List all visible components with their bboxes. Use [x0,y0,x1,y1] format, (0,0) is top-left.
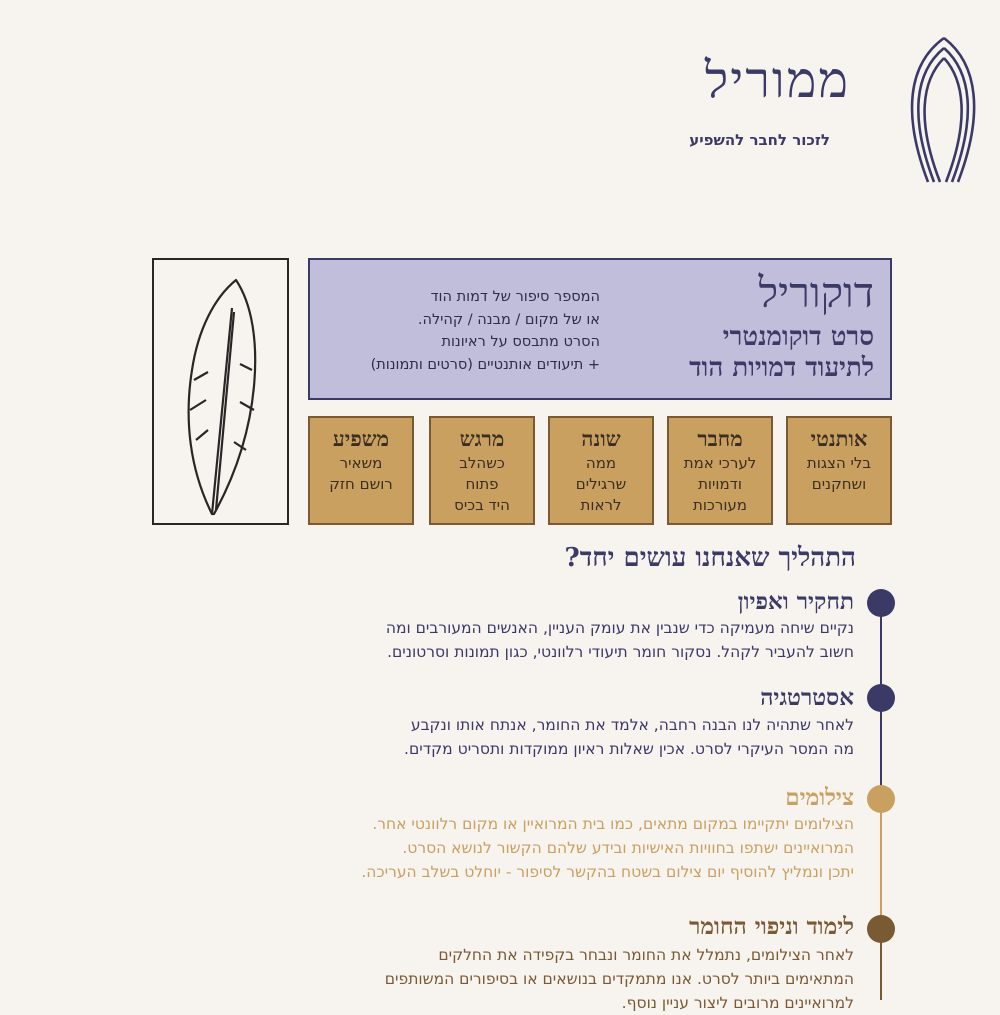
panel-title: דוקוריל [758,268,874,317]
feature-card-authentic [786,416,892,525]
step-line: המתאימים ביותר לסרט. אנו מתמקדים בנושאים או בסיפורים המשותפים [384,970,854,988]
card-line: ודמויות [698,475,742,493]
process-heading: התהליך שאנחנו עושים יחד? [564,543,856,573]
timeline-dot [867,589,895,617]
step-line: הצילומים יתקיימו במקום מתאים, כמו בית המרואיין או מקום רלוונטי אחר. [372,815,854,833]
card-title: מרגש [459,426,505,451]
card-line: מעורכות [692,496,747,514]
step-body [294,812,854,884]
card-line: כשהלב [459,454,505,472]
card-line: פתוח [465,475,499,493]
step-body [294,943,854,1015]
card-line: משאיר [339,454,383,472]
timeline-dot [867,785,895,813]
step-body [294,713,854,761]
feather-image-frame [152,258,289,525]
step-title: תחקיר ואפיון [737,588,854,615]
card-title: מחבר [697,426,743,451]
feature-card-different [548,416,654,525]
step-line: למרואיינים מרובים ליצור עניין נוסף. [621,994,854,1012]
step-line: לאחר שתהיה לנו הבנה רחבה, אלמד את החומר, אנתח אותו ונקבע [410,716,854,734]
panel-subtitle-line: לתיעוד דמויות הוד [689,353,874,383]
feather-icon [154,260,291,527]
card-desc [669,453,771,516]
panel-subtitle [689,322,874,384]
card-line: שרגילים [575,475,627,493]
meander-lines-logo-icon [898,34,988,186]
card-line: ושחקנים [811,475,867,493]
card-desc [431,453,533,516]
card-line: רושם חזק [329,475,393,493]
panel-subtitle-line: סרט דוקומנטרי [722,322,874,352]
card-title: משפיע [332,426,390,451]
step-line: נקיים שיחה מעמיקה כדי שנבין את עומק העניין, האנשים המעורבים ומה [385,619,854,637]
card-line: לראות [580,496,622,514]
step-body [294,616,854,664]
step-line: מה המסר העיקרי לסרט. אכין שאלות ראיון ממוקדות ותסריט מקדים. [404,740,854,758]
product-info-panel [308,258,892,400]
brand-tagline: לזכור לחבר להשפיע [689,131,830,149]
card-line: לערכי אמת [683,454,757,472]
panel-desc-line: הסרט מתבסס על ראיונות [441,334,600,350]
step-line: יתכן ונמליץ להוסיף יום צילום בשטח בהקשר לסיפור - יוחלט בשלב העריכה. [361,863,854,881]
panel-desc-line: המספר סיפור של דמות הוד [430,289,600,305]
card-desc [788,453,890,495]
card-title: אותנטי [810,426,868,451]
card-desc [550,453,652,516]
feature-card-influential [308,416,414,525]
step-title: לימוד וניפוי החומר [689,913,854,940]
panel-description [332,286,600,376]
card-desc [310,453,412,495]
brand-title: ממוריל [704,51,850,109]
card-line: בלי הצגות [806,454,872,472]
step-title: אסטרטגיה [760,684,854,711]
step-title: צילומים [785,784,854,811]
feature-card-moving [429,416,535,525]
card-title: שונה [581,426,621,451]
step-line: חשוב להעביר לקהל. נסקור חומר תיעודי רלוונטי, כגון תמונות וסרטונים. [387,643,854,661]
timeline-line [880,799,882,929]
step-line: לאחר הצילומים, נתמלל את החומר ונבחר בקפידה את החלקים [438,946,854,964]
timeline-dot [867,915,895,943]
panel-desc-line: או של מקום / מבנה / קהילה. [417,311,600,328]
feature-card-connecting [667,416,773,525]
timeline-dot [867,684,895,712]
panel-desc-line: + תיעודים אותנטיים (סרטים ותמונות) [370,356,600,373]
card-line: ממה [585,454,617,472]
step-line: המרואיינים ישתפו בחוויות האישיות ובידע שלהם הקשור לנושא הסרט. [402,839,854,857]
card-line: היד בכיס [454,496,510,514]
